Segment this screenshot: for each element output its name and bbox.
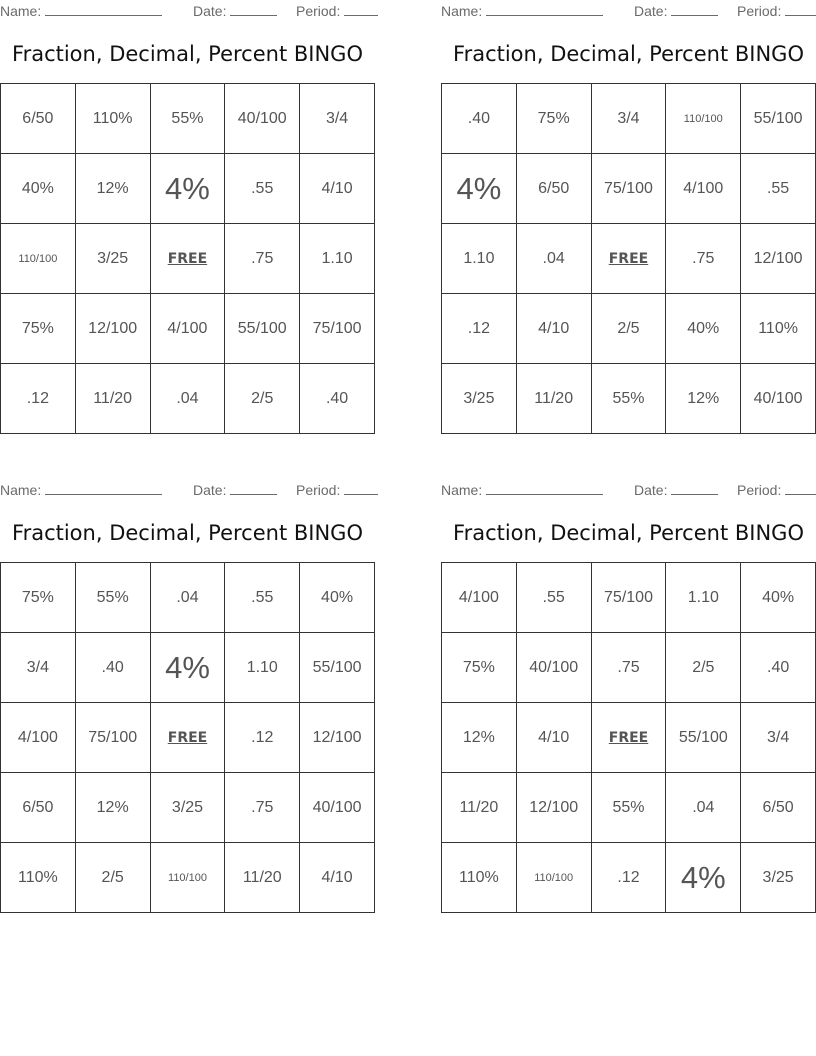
bingo-grid [441,83,816,434]
bingo-row [1,224,375,294]
free-space: FREE [591,703,666,773]
bingo-cell: 12/100 [516,773,591,843]
bingo-cell: 55/100 [666,703,741,773]
bingo-cell: 3/4 [1,633,76,703]
name-field [0,482,162,498]
bingo-cell: 75% [442,633,517,703]
bingo-row [442,633,816,703]
bingo-cell: .55 [741,154,816,224]
bingo-cell: .12 [1,364,76,434]
date-field [634,3,718,19]
name-field-blank [486,482,603,495]
bingo-cell: 1.10 [442,224,517,294]
card-header [0,482,375,498]
bingo-cell: 11/20 [442,773,517,843]
bingo-cell: 110% [75,84,150,154]
period-field [296,3,378,19]
period-field-blank [785,3,816,16]
bingo-row [1,843,375,913]
bingo-cell: 4/100 [150,294,225,364]
bingo-cell: 40% [300,563,375,633]
bingo-cell: .55 [225,154,300,224]
name-field-label: Name: [0,3,42,19]
bingo-cell: 110/100 [1,224,76,294]
card-title: Fraction, Decimal, Percent BINGO [12,42,363,66]
bingo-row [442,773,816,843]
bingo-cell: 11/20 [516,364,591,434]
date-field-blank [671,3,718,16]
period-field [737,482,816,498]
bingo-cell: .75 [225,224,300,294]
bingo-cell: .04 [666,773,741,843]
bingo-row [442,843,816,913]
bingo-cell: 3/4 [300,84,375,154]
bingo-cell: 40/100 [516,633,591,703]
bingo-cell: 75/100 [591,154,666,224]
bingo-cell: .55 [225,563,300,633]
bingo-cell: 3/4 [591,84,666,154]
bingo-cell: 6/50 [741,773,816,843]
period-field-blank [785,482,816,495]
bingo-grid [441,562,816,913]
bingo-cell: 110% [741,294,816,364]
bingo-cell: 55% [591,364,666,434]
bingo-cell: 12% [666,364,741,434]
bingo-cell: 55% [75,563,150,633]
bingo-row [442,154,816,224]
bingo-cell: 55% [150,84,225,154]
bingo-row [442,703,816,773]
bingo-cell: 3/25 [150,773,225,843]
bingo-cell: 4% [666,843,741,913]
bingo-cell: 6/50 [1,773,76,843]
bingo-cell: 2/5 [75,843,150,913]
bingo-cell: 55% [591,773,666,843]
bingo-cell: .55 [516,563,591,633]
date-field [193,3,277,19]
bingo-cell: 40% [1,154,76,224]
bingo-row [1,633,375,703]
card-title: Fraction, Decimal, Percent BINGO [453,521,804,545]
bingo-cell: 2/5 [225,364,300,434]
bingo-cell: 40% [741,563,816,633]
name-field [441,482,603,498]
bingo-cell: 40/100 [300,773,375,843]
bingo-row [1,154,375,224]
bingo-cell: 4/10 [516,703,591,773]
free-space: FREE [150,224,225,294]
bingo-cell: 4/10 [516,294,591,364]
name-field-blank [45,482,162,495]
bingo-cell: .04 [516,224,591,294]
bingo-cell: 40% [666,294,741,364]
card-header [441,482,816,498]
bingo-cell: 6/50 [516,154,591,224]
bingo-cell: .40 [75,633,150,703]
bingo-row [442,294,816,364]
bingo-cell: 75% [1,563,76,633]
bingo-cell: 3/4 [741,703,816,773]
bingo-cell: .40 [442,84,517,154]
date-field-blank [230,3,277,16]
date-field-blank [230,482,277,495]
period-field-blank [344,3,378,16]
name-field-blank [45,3,162,16]
bingo-cell: 1.10 [300,224,375,294]
name-field-blank [486,3,603,16]
name-field-label: Name: [0,482,42,498]
bingo-cell: 3/25 [75,224,150,294]
period-field-label: Period: [296,482,341,498]
bingo-cell: 55/100 [741,84,816,154]
bingo-cell: 75/100 [75,703,150,773]
bingo-cell: 75/100 [591,563,666,633]
bingo-card [441,479,816,911]
period-field [737,3,816,19]
period-field [296,482,378,498]
bingo-cell: 2/5 [591,294,666,364]
bingo-cell: 75% [516,84,591,154]
name-field-label: Name: [441,482,483,498]
name-field [0,3,162,19]
bingo-cell: 3/25 [741,843,816,913]
bingo-row [1,773,375,843]
bingo-grid [0,83,375,434]
bingo-card [0,0,375,432]
bingo-cell: .75 [225,773,300,843]
bingo-cell: 110/100 [516,843,591,913]
bingo-cell: 4/10 [300,843,375,913]
card-title: Fraction, Decimal, Percent BINGO [12,521,363,545]
bingo-cell: 12% [442,703,517,773]
bingo-cell: 11/20 [75,364,150,434]
bingo-grid [0,562,375,913]
name-field-label: Name: [441,3,483,19]
date-field-label: Date: [193,482,227,498]
period-field-label: Period: [296,3,341,19]
bingo-cell: 40/100 [741,364,816,434]
bingo-cell: 1.10 [225,633,300,703]
bingo-cell: 12/100 [300,703,375,773]
bingo-cell: .40 [741,633,816,703]
bingo-row [442,84,816,154]
bingo-cell: 4/100 [1,703,76,773]
bingo-cell: 4% [150,633,225,703]
bingo-cell: 4% [442,154,517,224]
date-field-label: Date: [634,3,668,19]
bingo-cell: .75 [591,633,666,703]
bingo-cell: 6/50 [1,84,76,154]
bingo-cell: 12% [75,773,150,843]
bingo-cell: 4/100 [666,154,741,224]
name-field [441,3,603,19]
bingo-cell: .12 [591,843,666,913]
bingo-cell: 110% [1,843,76,913]
bingo-cell: .12 [442,294,517,364]
free-space: FREE [150,703,225,773]
bingo-row [442,364,816,434]
bingo-cell: 4/10 [300,154,375,224]
bingo-cell: 75% [1,294,76,364]
bingo-card [0,479,375,911]
date-field-blank [671,482,718,495]
bingo-cell: 55/100 [300,633,375,703]
card-header [441,3,816,19]
bingo-row [442,224,816,294]
period-field-label: Period: [737,3,782,19]
bingo-cell: .40 [300,364,375,434]
bingo-card [441,0,816,432]
bingo-cell: 4% [150,154,225,224]
date-field-label: Date: [634,482,668,498]
bingo-cell: 75/100 [300,294,375,364]
bingo-cell: 12% [75,154,150,224]
bingo-row [1,703,375,773]
bingo-cell: .04 [150,364,225,434]
bingo-row [1,294,375,364]
bingo-cell: 2/5 [666,633,741,703]
bingo-cell: 3/25 [442,364,517,434]
bingo-cell: 4/100 [442,563,517,633]
bingo-cell: 12/100 [75,294,150,364]
bingo-cell: 1.10 [666,563,741,633]
bingo-row [442,563,816,633]
free-space: FREE [591,224,666,294]
bingo-cell: 110/100 [666,84,741,154]
bingo-cell: 55/100 [225,294,300,364]
bingo-cell: 110% [442,843,517,913]
date-field [193,482,277,498]
card-header [0,3,375,19]
bingo-row [1,364,375,434]
bingo-cell: 110/100 [150,843,225,913]
period-field-label: Period: [737,482,782,498]
card-title: Fraction, Decimal, Percent BINGO [453,42,804,66]
date-field [634,482,718,498]
bingo-row [1,563,375,633]
date-field-label: Date: [193,3,227,19]
bingo-cell: 12/100 [741,224,816,294]
bingo-cell: 11/20 [225,843,300,913]
bingo-cell: .12 [225,703,300,773]
bingo-cell: .04 [150,563,225,633]
bingo-cell: .75 [666,224,741,294]
period-field-blank [344,482,378,495]
bingo-row [1,84,375,154]
bingo-cell: 40/100 [225,84,300,154]
